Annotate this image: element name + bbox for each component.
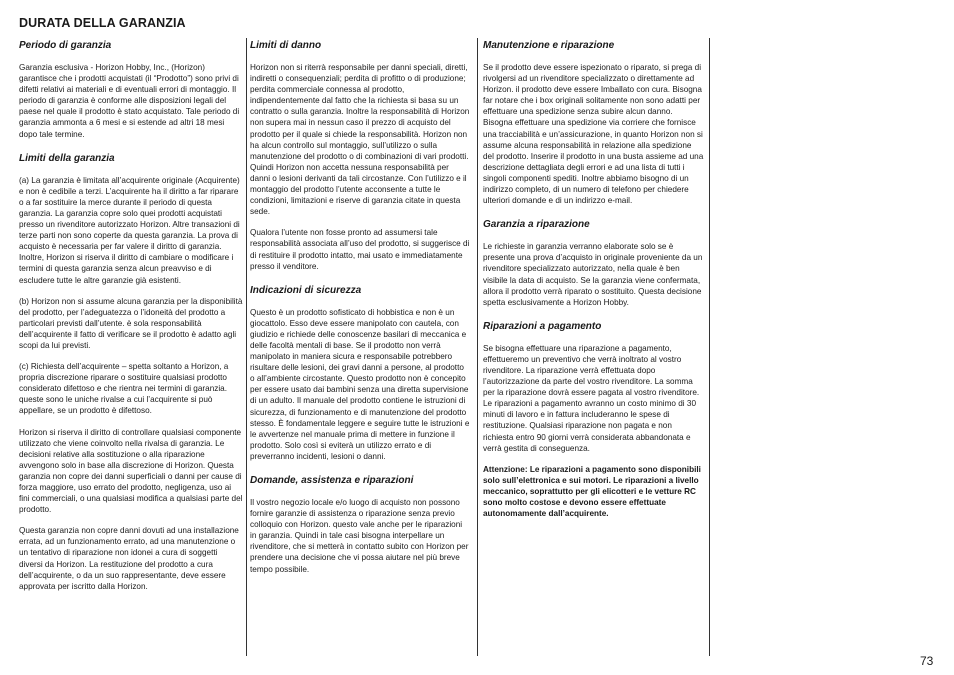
paragraph: Se il prodotto deve essere ispezionato o riparato, si prega di rivolgersi ad un rivenditore specializzato o direttamente ad Horizon. il prodotto deve essere Imballato con cura. Bisogna far notare che i box originali solitamente non sono adatti per effettuare una spedizione senza subire alcun danno. Bisogna effettuare una spedizione via corriere che fornisce una tracciabilità e un’assicurazione, in quanto Horizon non si assume alcuna responsabilità in relazione alla spedizione del prodotto. Inserire il prodotto in una busta assieme ad una descrizione dettagliata degli errori e ad una lista di tutti i singoli componenti spediti. Inoltre abbiamo bisogno di un indirizzo completo, di un numero di telefono per chiedere ulteriori domande e di un indirizzo e-mail. [483, 63, 704, 206]
section-garanzia-a-riparazione [483, 219, 704, 308]
section-periodo-di-garanzia [19, 40, 243, 140]
section-indicazioni-di-sicurezza [250, 285, 470, 462]
section-heading: Indicazioni di sicurezza [250, 284, 362, 296]
section-heading: Manutenzione e riparazione [483, 40, 615, 51]
section-heading: Limiti della garanzia [19, 152, 115, 164]
section-manutenzione-e-riparazione [483, 40, 704, 206]
section-heading: Riparazioni a pagamento [483, 320, 602, 332]
section-limiti-della-garanzia [19, 153, 243, 592]
paragraph: Il vostro negozio locale e/o luogo di acquisto non possono fornire garanzie di assistenza o riparazione senza previo colloquio con Horizon. questo vale anche per le riparazioni in garanzia. Quindi in tale casi bisogna interpellare un rivenditore, che si metterà in contatto subito con Horizon per prendere una decisione che vi possa aiutare nel più breve tempo possibile. [250, 498, 469, 574]
paragraph: Questo è un prodotto sofisticato di hobbistica e non è un giocattolo. Esso deve essere manipolato con cautela, con giudizio e richiede delle conoscenze basilari di meccanica e delle facoltà mentali di base. Se il prodotto non verrà manipolato in maniera sicura e responsabile potrebbero risultare delle lesioni, dei gravi danni a persone, al prodotto o all’ambiente circostante. Questo prodotto non è concepito per essere usato dai bambini senza una diretta supervisione di un adulto. Il manuale del prodotto contiene le istruzioni di sicurezza, di funzionamento e di manutenzione del prodotto stesso. È fondamentale leggere e seguire tutte le istruzioni e le avvertenze nel manuale prima di mettere in funzione il prodotto. Solo così si eviterà un utilizzo errato e di preverranno incidenti, lesioni o danni. [250, 307, 470, 461]
paragraph: (a) La garanzia è limitata all’acquirente originale (Acquirente) e non è cedibile a terzi. L’acquirente ha il diritto a far riparare o a far sostituire la merce durante il periodo di questa garanzia. La garanzia copre solo quei prodotti acquistati presso un rivenditore autorizzato Horizon. Altre transazioni di terze parti non sono coperte da questa garanzia. La prova di acquisto è necessaria per far valere il diritto di garanzia. Inoltre, Horizon si riserva il diritto di cambiare o modificare i termini di questa garanzia senza alcun preavviso e di escludere tutte le altre garanzie già esistenti. [19, 175, 240, 285]
column-divider [477, 38, 478, 656]
column-divider [246, 38, 247, 656]
section-heading: Garanzia a riparazione [483, 219, 590, 231]
paragraph: Questa garanzia non copre danni dovuti ad una installazione errata, ad un funzionamento errato, ad una manutenzione o un tentativo di riparazione non idonei a cura di soggetti diversi da Horizon. La restituzione del prodotto a cura dell’acquirente, o da un suo rappresentante, deve essere approvata per iscritto dalla Horizon. [19, 526, 239, 591]
section-heading: Periodo di garanzia [19, 40, 112, 51]
column-1 [19, 38, 243, 654]
paragraph: (b) Horizon non si assume alcuna garanzia per la disponibilità del prodotto, per l’adeguatezza o l’idoneità del prodotto a particolari previsti dall’utente. è sola responsabilità dell’acquirente il fatto di verificare se il prodotto è adatto agli scopi da lui previsti. [19, 296, 243, 350]
page-title: DURATA DELLA GARANZIA [19, 16, 186, 30]
paragraph: Qualora l’utente non fosse pronto ad assumersi tale responsabilità associata all’uso del prodotto, si suggerisce di di restituire il prodotto intatto, mai usato e immediatamente presso il venditore. [250, 228, 470, 271]
section-heading: Domande, assistenza e riparazioni [250, 475, 414, 486]
paragraph: Horizon si riserva il diritto di controllare qualsiasi componente utilizzato che viene coinvolto nella rivalsa di garanzia. Le decisioni relative alla sostituzione o alla riparazione avvengono solo in base alla discrezione di Horizon. Questa garanzia non copre dei danni superficiali o danni per cause di forza maggiore, uso errato del prodotto, negligenza, uso ai fini commerciali, o una qualsiasi modifica a qualsiasi parte del prodotto. [19, 427, 243, 515]
section-riparazioni-a-pagamento [483, 321, 704, 519]
section-domande-assistenza [250, 475, 470, 575]
page-number: 73 [920, 654, 934, 668]
section-heading: Limiti di danno [250, 40, 322, 51]
paragraph: Se bisogna effettuare una riparazione a pagamento, effettueremo un preventivo che verrà inoltrato al vostro rivenditore. La riparazione verrà effettuata dopo l’autorizzazione da parte del vostro rivenditore. La somma per la riparazione dovrà essere pagata al vostro rivenditore. Le riparazioni a pagamento avranno un costo minimo di 30 minuti di lavoro e in fattura includeranno le spese di restituzione. Qualsiasi riparazione non pagata e non richiesta entro 90 giorni verrà considerata abbandonata e verrà gestita di conseguenza. [483, 343, 700, 453]
warning-note: Attenzione: Le riparazioni a pagamento sono disponibili solo sull’elettronica e sui motori. Le riparazioni a livello meccanico, soprattutto per gli elicotteri e le vetture RC sono molto costose e devono essere effettuate autonomamente dall’acquirente. [483, 464, 701, 519]
paragraph: Horizon non si riterrà responsabile per danni speciali, diretti, indiretti o consequenziali; perdita di profitto o di produzione; perdita commerciale connessa al prodotto, indipendentemente dal fatto che la richiesta si basa su un contratto o sulla garanzia. Inoltre la responsabilità di Horizon non supera mai in nessun caso il prezzo di acquisto del prodotto per il quale si chiede la responsabilità. Horizon non ha alcun controllo sul montaggio, sull’utilizzo o sulla manutenzione del prodotto o di combinazioni di vari prodotti. Quindi Horizon non accetta nessuna responsabilità per danni o lesioni derivanti da tali circostanze. Con l’utilizzo e il montaggio del prodotto l’utente acconsente a tutte le condizioni, limitazioni e riserve di garanzia citate in questa sede. [250, 63, 470, 217]
column-2 [250, 38, 470, 654]
column-divider [709, 38, 710, 656]
paragraph: Le richieste in garanzia verranno elaborate solo se è presente una prova d’acquisto in originale proveniente da un rivenditore specializzato autorizzato, nella quale è ben visibile la data di acquisto. Se la garanzia viene confermata, allora il prodotto verrà riparato o sostituito. Questa decisione spetta esclusivamente a Horizon Hobby. [483, 242, 703, 307]
paragraph: Garanzia esclusiva - Horizon Hobby, Inc., (Horizon) garantisce che i prodotti acquistati (il “Prodotto”) sono privi di difetti relativi ai materiali e di eventuali errori di montaggio. Il periodo di garanzia è conforme alle disposizioni legali del paese nel quale il prodotto è stato acquistato. Tale periodo di garanzia ammonta a 6 mesi e si estende ad altri 18 mesi dopo tale termine. [19, 63, 240, 139]
section-limiti-di-danno [250, 40, 470, 272]
column-3 [483, 38, 704, 654]
paragraph: (c) Richiesta dell’acquirente – spetta soltanto a Horizon, a propria discrezione riparare o sostituire qualsiasi prodotto considerato difettoso e che rientra nei termini di garanzia. queste sono le uniche rivalse a cui l’acquirente si può appellare, se un prodotto è difettoso. [19, 362, 229, 416]
